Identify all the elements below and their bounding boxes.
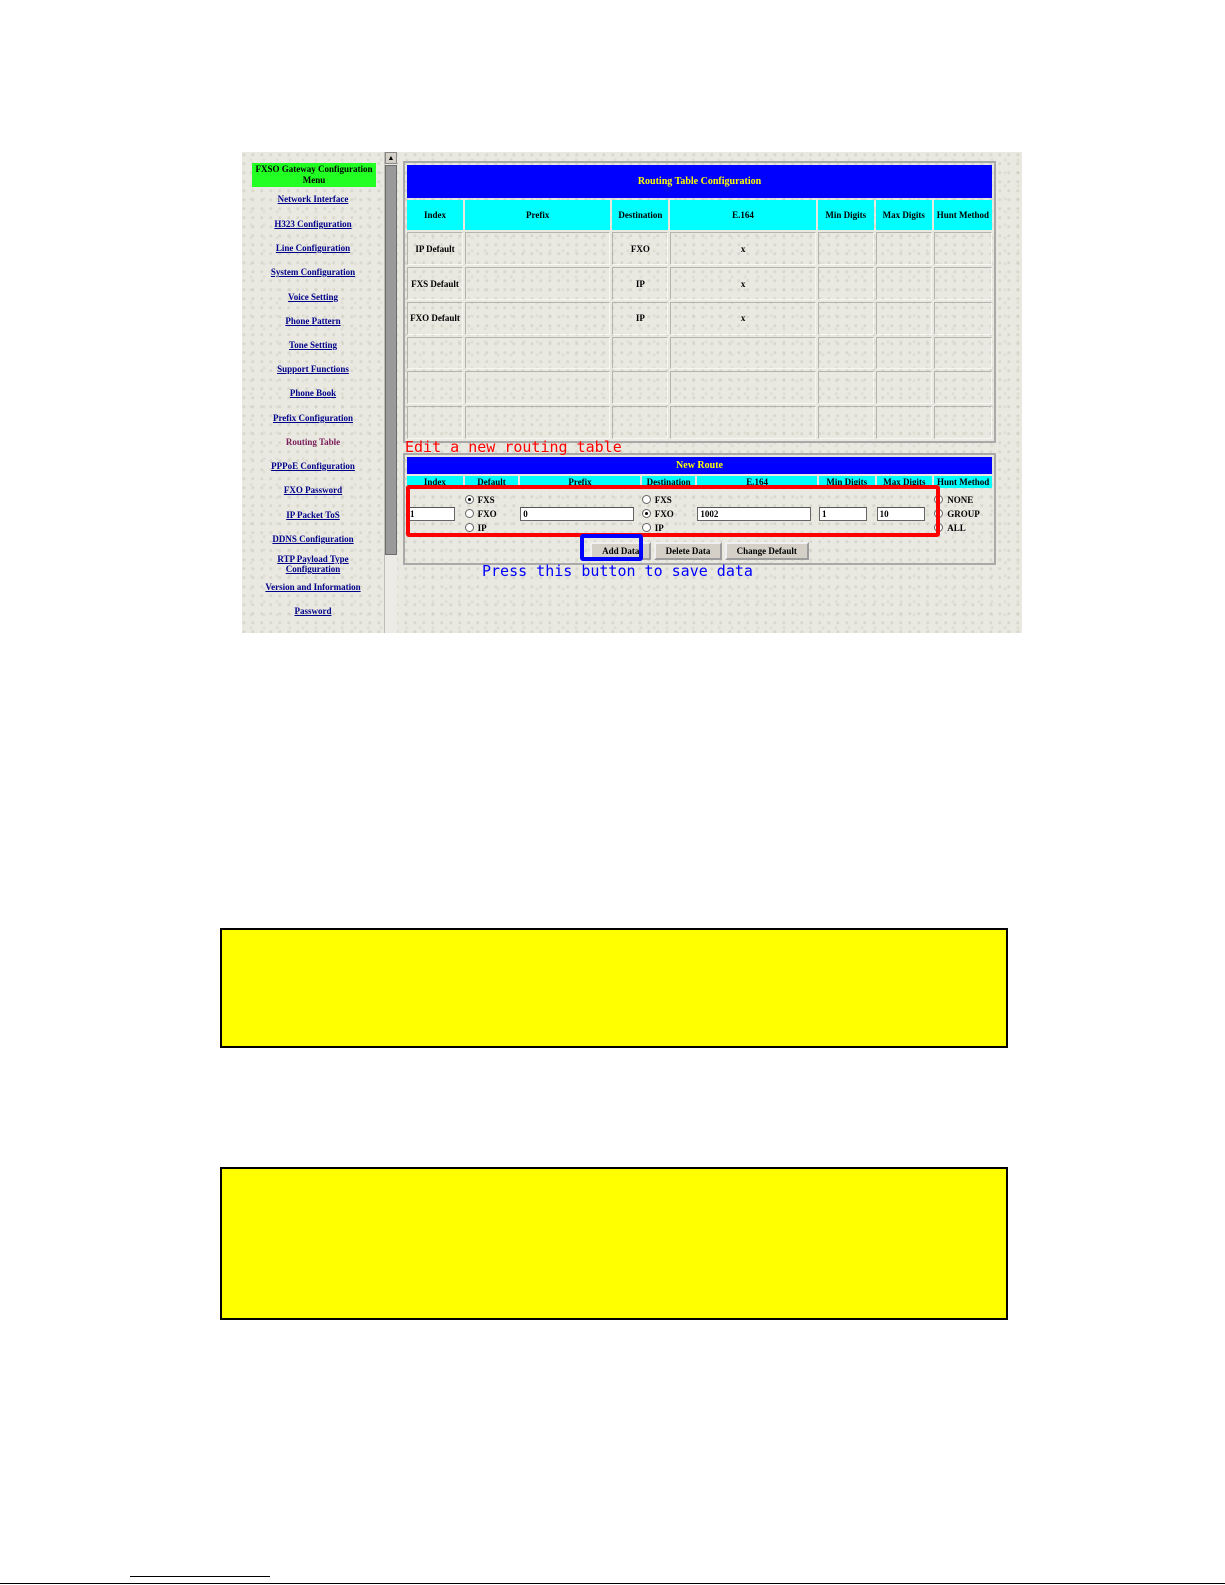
radio-button-icon[interactable] <box>465 523 474 532</box>
new-route-column-header: Prefix <box>520 476 640 488</box>
sidebar-item-network-interface[interactable]: Network Interface <box>277 194 349 204</box>
table-cell: x <box>670 302 815 335</box>
table-cell <box>876 267 932 300</box>
radio-button-icon[interactable] <box>934 495 943 504</box>
table-row <box>407 371 992 404</box>
radio-label: FXO <box>477 509 497 519</box>
table-cell <box>465 337 610 370</box>
table-cell <box>876 302 932 335</box>
screenshot-frame <box>242 152 1022 633</box>
routing-table-body <box>407 232 992 439</box>
sidebar-item-rtp-payload-type-configuration[interactable]: RTP Payload Type Configuration <box>277 554 349 574</box>
new-route-column-header: Max Digits <box>877 476 933 488</box>
add-data-button[interactable]: Add Data <box>590 542 651 560</box>
sidebar-item-line-configuration[interactable]: Line Configuration <box>275 243 351 253</box>
radio-button-icon[interactable] <box>934 523 943 532</box>
table-cell: x <box>670 267 815 300</box>
radio-label: GROUP <box>947 509 980 519</box>
default-option-ip[interactable] <box>465 521 519 535</box>
column-header: Hunt Method <box>934 200 992 231</box>
hunt-option-group[interactable] <box>934 507 992 521</box>
edit-annotation-text: Edit a new routing table <box>405 438 622 456</box>
sidebar-item-prefix-configuration[interactable]: Prefix Configuration <box>272 413 354 423</box>
default-radio-group <box>465 490 519 538</box>
radio-label: FXS <box>477 495 495 505</box>
radio-label: IP <box>654 523 664 533</box>
table-cell <box>670 406 815 439</box>
max-digits-input[interactable] <box>877 507 925 521</box>
table-cell: FXS Default <box>407 267 463 300</box>
sidebar-item-version-and-information[interactable]: Version and Information <box>265 582 361 592</box>
column-header: Index <box>407 200 463 231</box>
sidebar-item-routing-table[interactable]: Routing Table <box>285 437 341 447</box>
table-cell <box>818 371 874 404</box>
hunt-method-radio-group <box>934 490 992 538</box>
table-row <box>407 302 992 335</box>
sidebar-item-tone-setting[interactable]: Tone Setting <box>289 340 337 350</box>
destination-option-fxo[interactable] <box>642 507 696 521</box>
table-cell <box>934 267 992 300</box>
table-cell <box>465 406 610 439</box>
new-route-title: New Route <box>407 457 992 474</box>
table-cell <box>465 302 610 335</box>
table-cell <box>818 337 874 370</box>
sidebar-item-phone-book[interactable]: Phone Book <box>289 388 337 398</box>
radio-label: IP <box>477 523 487 533</box>
table-cell <box>465 267 610 300</box>
radio-button-icon[interactable] <box>642 523 651 532</box>
yellow-callout-box <box>220 1167 1008 1320</box>
table-cell <box>818 302 874 335</box>
column-header: Max Digits <box>876 200 932 231</box>
scroll-thumb[interactable] <box>385 165 397 555</box>
scroll-up-arrow-icon[interactable]: ▲ <box>385 152 397 164</box>
footnote-separator <box>130 1576 270 1577</box>
sidebar-item-pppoe-configuration[interactable]: PPPoE Configuration <box>271 461 355 471</box>
hunt-option-all[interactable] <box>934 521 992 535</box>
button-row <box>407 540 992 561</box>
table-cell <box>818 406 874 439</box>
table-cell <box>876 371 932 404</box>
default-option-fxo[interactable] <box>465 507 519 521</box>
radio-label: ALL <box>947 523 966 533</box>
radio-label: NONE <box>947 495 974 505</box>
table-cell <box>934 371 992 404</box>
press-annotation-text: Press this button to save data <box>482 562 753 580</box>
radio-label: FXO <box>654 509 674 519</box>
table-row <box>407 406 992 439</box>
radio-button-icon[interactable] <box>642 509 651 518</box>
table-cell <box>876 337 932 370</box>
table-cell <box>465 232 610 265</box>
table-cell: IP <box>612 267 668 300</box>
radio-button-icon[interactable] <box>642 495 651 504</box>
new-route-header-row <box>407 476 992 488</box>
table-cell <box>934 302 992 335</box>
destination-radio-group <box>642 490 696 538</box>
radio-button-icon[interactable] <box>934 509 943 518</box>
table-cell <box>670 337 815 370</box>
new-route-column-header: Index <box>407 476 463 488</box>
table-cell <box>612 406 668 439</box>
column-header: Min Digits <box>818 200 874 231</box>
hunt-option-none[interactable] <box>934 493 992 507</box>
sidebar-item-fxo-password[interactable]: FXO Password <box>283 485 343 495</box>
table-cell: IP <box>612 302 668 335</box>
table-cell: x <box>670 232 815 265</box>
new-route-column-header: Hunt Method <box>934 476 992 488</box>
routing-table-title: Routing Table Configuration <box>407 165 992 198</box>
page-footer-rule <box>0 1583 1225 1584</box>
new-route-column-header: Default <box>465 476 519 488</box>
radio-button-icon[interactable] <box>465 509 474 518</box>
prefix-input[interactable] <box>520 507 634 521</box>
sidebar-item-password[interactable]: Password <box>294 606 332 616</box>
table-cell <box>934 337 992 370</box>
sidebar-item-voice-setting[interactable]: Voice Setting <box>288 292 338 302</box>
table-cell <box>407 337 463 370</box>
table-cell: IP Default <box>407 232 463 265</box>
default-option-fxs[interactable] <box>465 493 519 507</box>
sidebar-item-h323-configuration[interactable]: H323 Configuration <box>274 219 352 229</box>
new-route-input-row <box>407 490 992 538</box>
routing-table <box>403 161 996 443</box>
table-row <box>407 337 992 370</box>
e164-input[interactable] <box>697 507 811 521</box>
table-cell <box>876 232 932 265</box>
sidebar-item-phone-pattern[interactable]: Phone Pattern <box>285 316 341 326</box>
sidebar-menu <box>242 152 384 633</box>
menu-title: FXSO Gateway Configuration Menu <box>252 163 376 187</box>
min-digits-input[interactable] <box>819 507 867 521</box>
sidebar-item-system-configuration[interactable]: System Configuration <box>270 267 356 277</box>
table-cell <box>818 232 874 265</box>
table-cell <box>934 232 992 265</box>
change-default-button[interactable]: Change Default <box>725 542 809 560</box>
table-cell <box>465 371 610 404</box>
table-cell <box>818 267 874 300</box>
table-cell <box>612 371 668 404</box>
sidebar-item-ddns-configuration[interactable]: DDNS Configuration <box>272 534 354 544</box>
new-route-column-header: E.164 <box>697 476 817 488</box>
table-cell <box>876 406 932 439</box>
table-cell <box>934 406 992 439</box>
column-header: Prefix <box>465 200 610 231</box>
sidebar-item-support-functions[interactable]: Support Functions <box>277 364 349 374</box>
new-route-column-header: Min Digits <box>819 476 875 488</box>
table-cell <box>407 406 463 439</box>
new-route-column-header: Destination <box>642 476 696 488</box>
table-cell: FXO <box>612 232 668 265</box>
table-cell <box>407 371 463 404</box>
yellow-callout-box <box>220 928 1008 1048</box>
vertical-scrollbar[interactable] <box>384 152 397 633</box>
column-header: Destination <box>612 200 668 231</box>
radio-label: FXS <box>654 495 672 505</box>
table-cell <box>670 371 815 404</box>
destination-option-ip[interactable] <box>642 521 696 535</box>
index-input[interactable] <box>407 507 455 521</box>
sidebar-item-ip-packet-tos[interactable]: IP Packet ToS <box>286 510 340 520</box>
delete-data-button[interactable]: Delete Data <box>654 542 723 560</box>
column-header: E.164 <box>670 200 815 231</box>
destination-option-fxs[interactable] <box>642 493 696 507</box>
routing-table-header-row <box>407 200 992 231</box>
table-cell: FXO Default <box>407 302 463 335</box>
table-row <box>407 267 992 300</box>
new-route-table <box>403 453 996 565</box>
table-cell <box>612 337 668 370</box>
table-row <box>407 232 992 265</box>
radio-button-icon[interactable] <box>465 495 474 504</box>
